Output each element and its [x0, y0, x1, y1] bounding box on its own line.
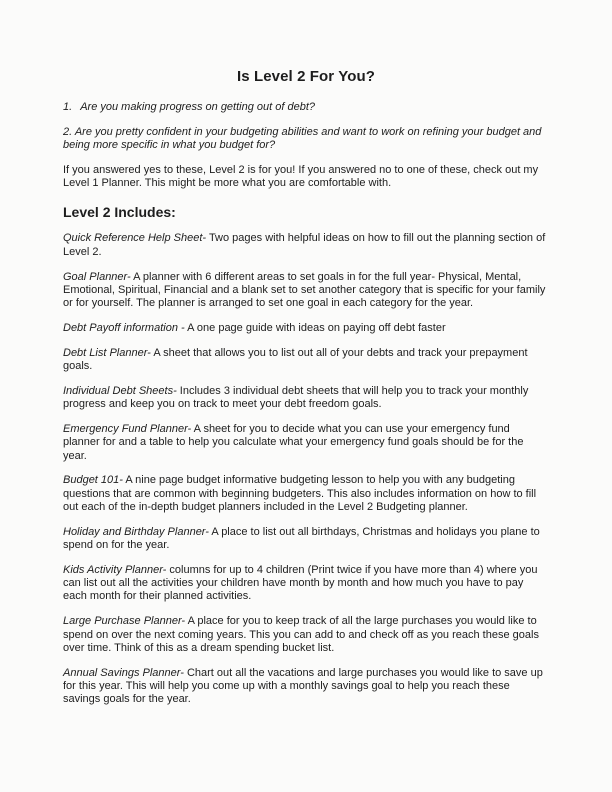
planner-item-desc: A sheet that allows you to list out all of your debts and track your prepayment goals. [63, 346, 528, 373]
planner-item-desc: A place to list out all birthdays, Christmas and holidays you plane to spend on for the year. [63, 525, 540, 552]
answer-note: If you answered yes to these, Level 2 is for you! If you answered no to one of these, check out my Level 1 Planner. This might be more what you are comfortable with. [63, 163, 539, 190]
planner-item-term: Kids Activity Planner- [63, 563, 167, 576]
planner-item-annual-savings [63, 667, 549, 707]
planner-item-term: Debt Payoff information - [63, 321, 185, 334]
planner-item-term: Quick Reference Help Sheet- [63, 232, 207, 245]
question-1 [63, 101, 549, 114]
planner-item-term: Holiday and Birthday Planner- [63, 525, 209, 538]
planner-item-quick-reference [63, 232, 549, 259]
question-2-number: 2. [63, 125, 73, 138]
question-1-text: Are you making progress on getting out of debt? [80, 101, 316, 113]
planner-item-desc: columns for up to 4 children (Print twice if you have more than 4) where you can list out all the activities your children have month by month and how much you have to pay each month for their planned activities. [63, 563, 538, 603]
planner-item-term: Debt List Planner- [63, 346, 151, 359]
planner-item-debt-list [63, 347, 549, 374]
planner-item-individual-debt [63, 385, 549, 412]
includes-heading: Level 2 Includes: [63, 204, 176, 221]
question-2 [63, 126, 549, 153]
planner-item-holiday-birthday [63, 526, 549, 553]
planner-item-debt-payoff [63, 322, 549, 335]
planner-item-term: Annual Savings Planner- [63, 666, 184, 679]
planner-item-term: Large Purchase Planner- [63, 615, 186, 628]
planner-item-emergency-fund [63, 423, 549, 463]
planner-item-term: Individual Debt Sheets- [63, 384, 177, 397]
planner-item-desc: A sheet for you to decide what you can use your emergency fund planner for and a table to help you calculate what your emergency fund goals should be for the year. [63, 422, 524, 462]
question-1-number: 1. [63, 101, 73, 113]
planner-item-desc: A nine page budget informative budgeting lesson to help you with any budgeting questions that are common with beginning budgeters. This also includes information on how to fill out each of the in-depth budget planners included in the Level 2 Budgeting planner. [63, 474, 537, 513]
question-2-text: Are you pretty confident in your budgeting abilities and want to work on refining your budget and being more specific in what you budget for? [63, 125, 542, 152]
planner-item-goal-planner [63, 271, 549, 311]
planner-item-desc: Chart out all the vacations and large purchases you would like to save up for this year. This will help you come up with a monthly savings goal to help you reach these savings goals for the year. [63, 666, 543, 706]
planner-item-term: Goal Planner- [63, 270, 131, 283]
planner-item-desc: Includes 3 individual debt sheets that will help you to track your monthly progress and keep you on track to meet your debt freedom goals. [63, 384, 529, 411]
planner-item-term: Budget 101- [63, 474, 123, 487]
planner-item-term: Emergency Fund Planner- [63, 422, 192, 435]
planner-item-budget-101 [63, 474, 549, 514]
planner-item-desc: A planner with 6 different areas to set goals in for the full year- Physical, Mental, Emotional, Spiritual, Financial and a blank set to set another category that is specific for your family or for yourself. The planner is arranged to set one goal in each category for the year. [63, 270, 546, 310]
page-title: Is Level 2 For You? [236, 68, 376, 85]
planner-item-desc: Two pages with helpful ideas on how to fill out the planning section of Level 2. [63, 232, 546, 258]
planner-item-kids-activity [63, 564, 549, 604]
planner-item-desc: A one page guide with ideas on paying off debt faster [187, 321, 446, 334]
planner-item-large-purchase [63, 615, 549, 655]
planner-item-desc: A place for you to keep track of all the large purchases you would like to spend on over the next coming years. This you can add to and check off as you reach these goals over time. Think of this as a dream spending bucket list. [63, 615, 539, 654]
